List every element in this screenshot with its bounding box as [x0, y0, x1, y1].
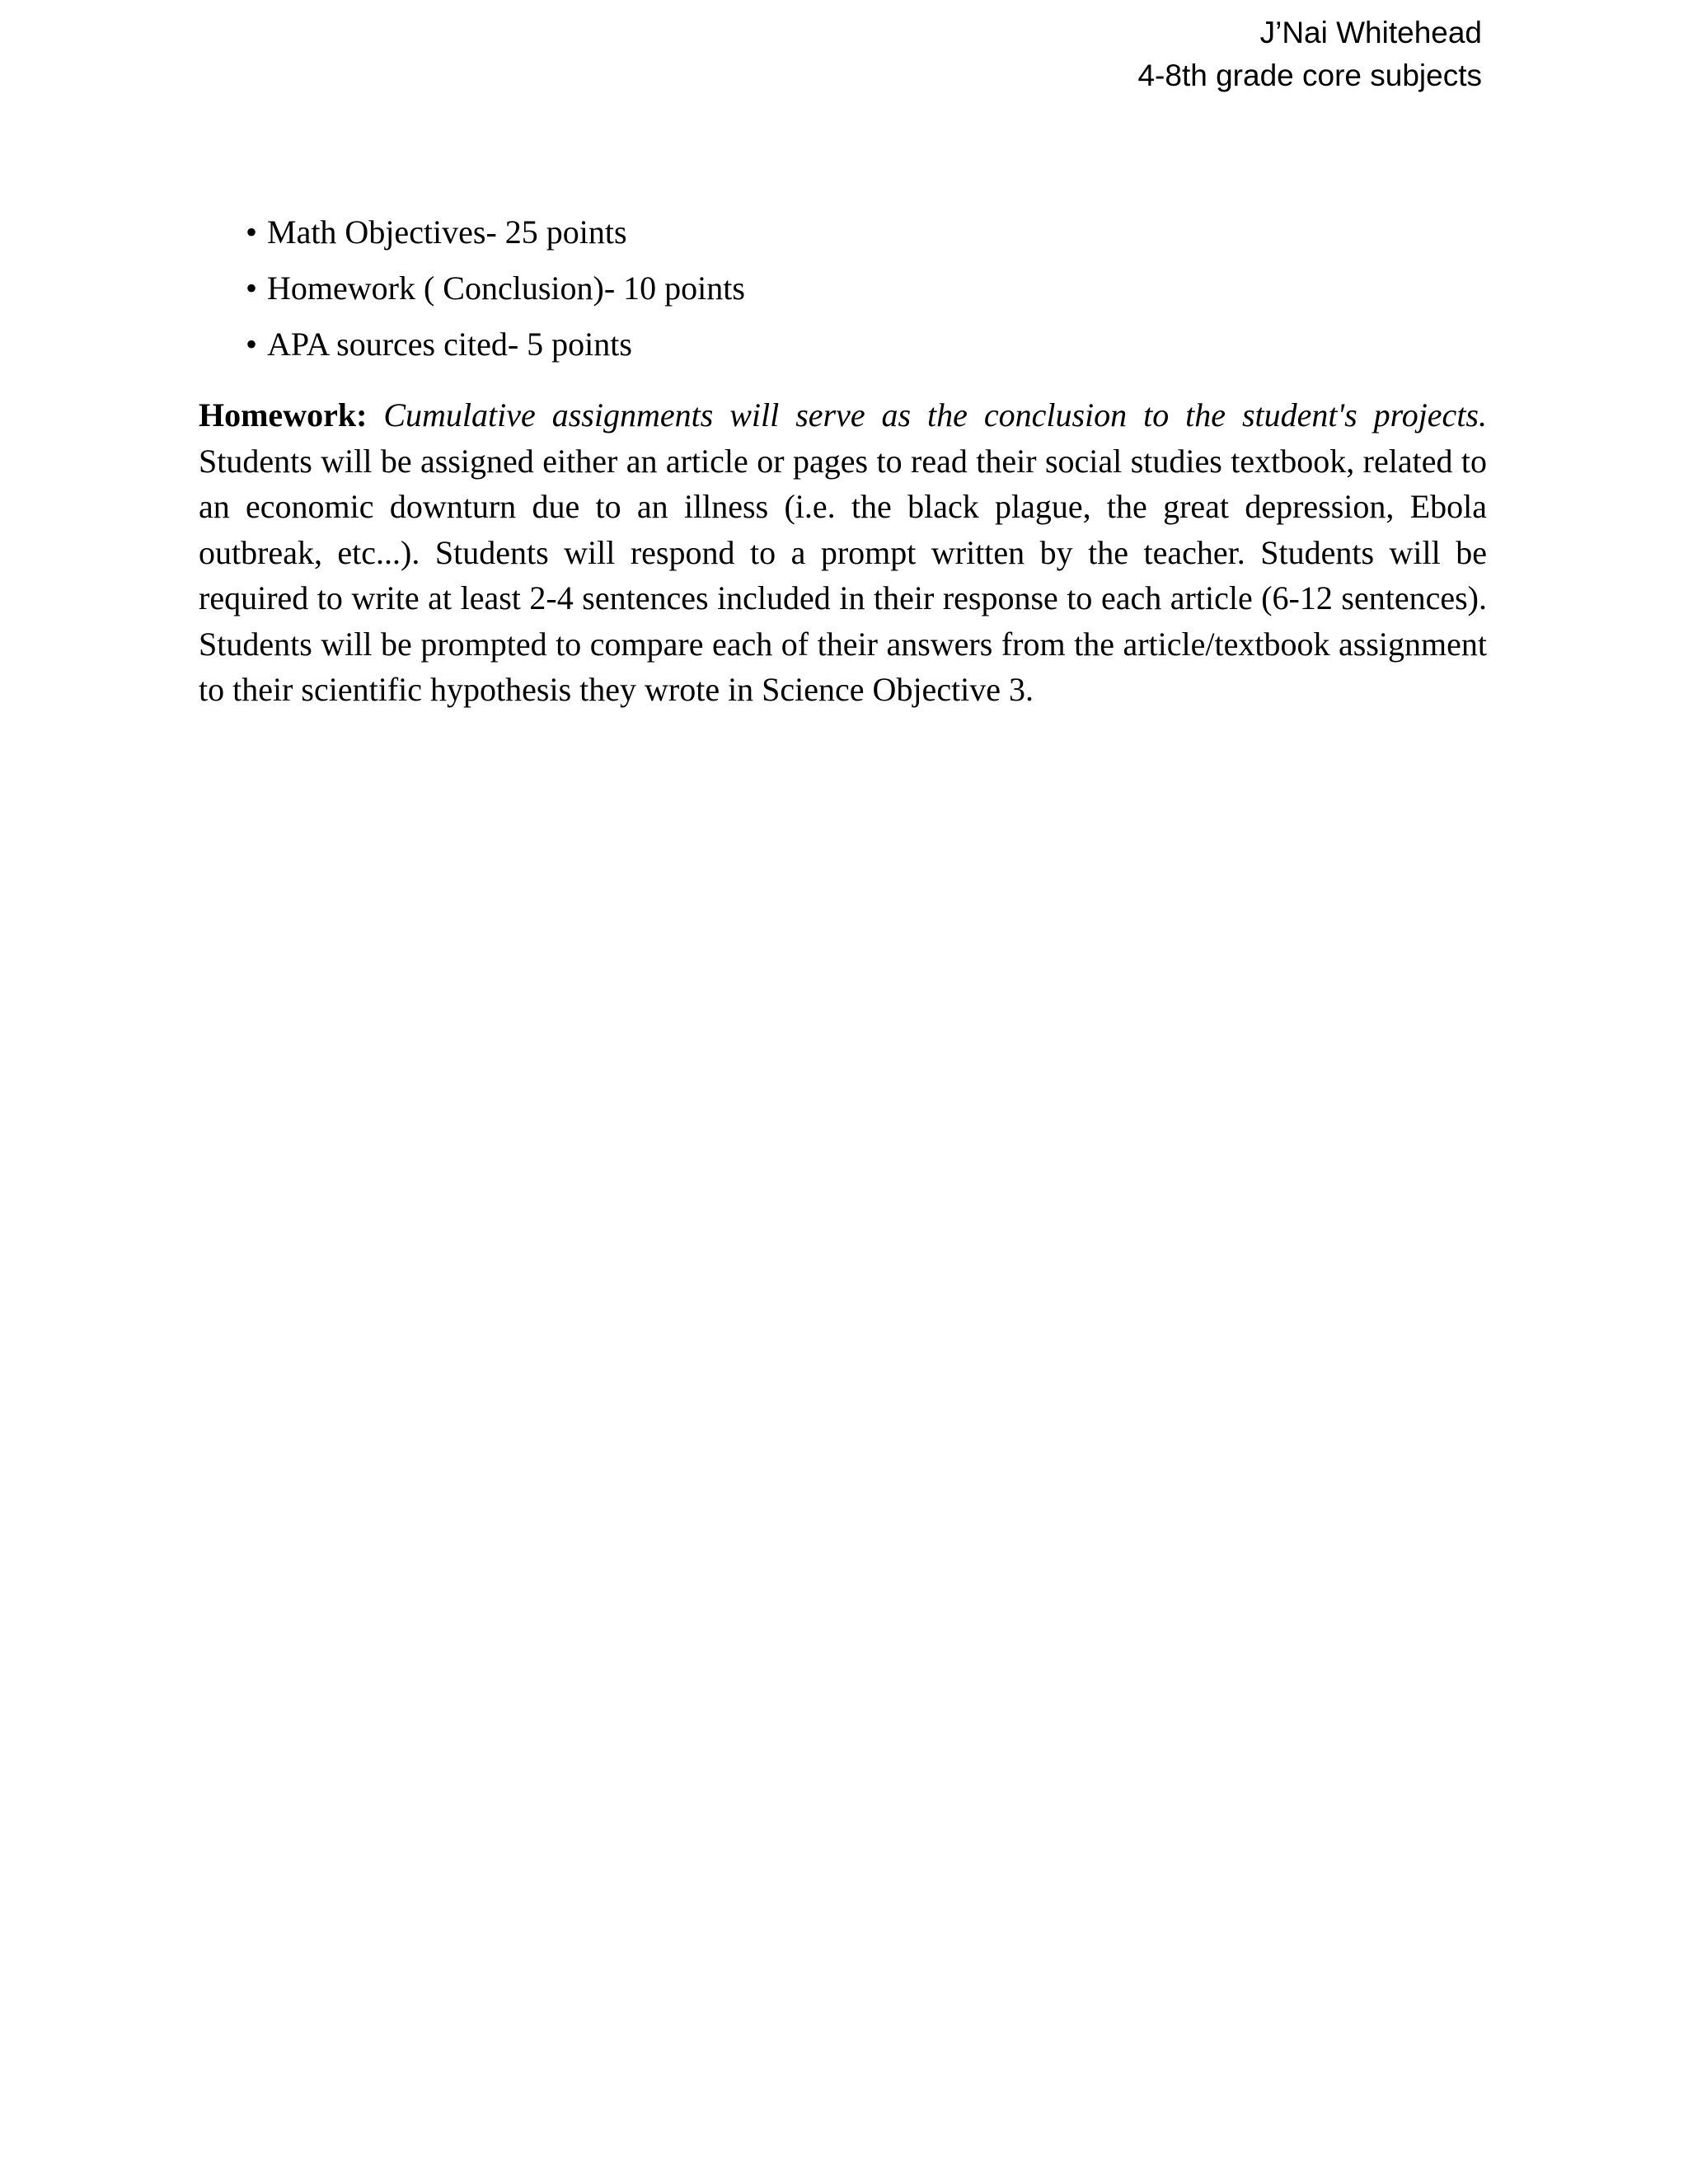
list-item-text: Homework ( Conclusion)- 10 points: [267, 269, 745, 307]
homework-paragraph: [199, 392, 1487, 713]
homework-label: Homework:: [199, 396, 368, 434]
points-list: [246, 204, 745, 373]
homework-lead: Cumulative assignments will serve as the conclusion to the student's projects.: [383, 396, 1487, 434]
list-item: [246, 204, 745, 260]
homework-body: Students will be assigned either an article or pages to read their social studies textbook, related to an economic downturn due to an illness (i.e. the black plague, the great depression, Ebola outbreak, etc...). Students will respond to a prompt written by the teacher. Students will be required to write at least 2-4 sentences included in their response to each article (6-12 sentences). Students will be prompted to compare each of their answers from the article/textbook assignment to their scientific hypothesis they wrote in Science Objective 3.: [199, 442, 1487, 708]
bullet-icon: •: [246, 213, 258, 251]
page-header: [1137, 12, 1482, 97]
list-item-text: Math Objectives- 25 points: [267, 213, 627, 251]
bullet-icon: •: [246, 326, 258, 363]
list-item-text: APA sources cited- 5 points: [267, 326, 632, 363]
list-item: [246, 260, 745, 316]
list-item: [246, 316, 745, 373]
author-name: J’Nai Whitehead: [1259, 16, 1482, 49]
course-subtitle: 4-8th grade core subjects: [1137, 59, 1482, 92]
bullet-icon: •: [246, 269, 258, 307]
